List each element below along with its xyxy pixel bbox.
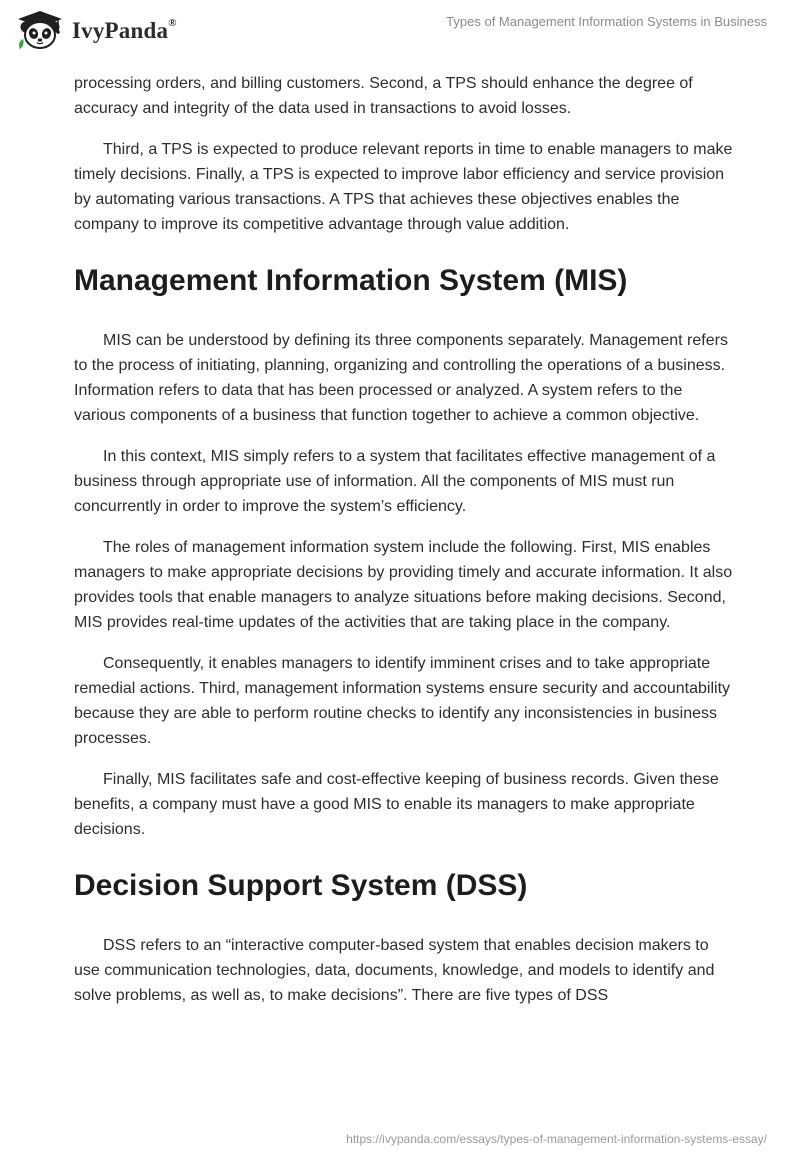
paragraph: Finally, MIS facilitates safe and cost-effective keeping of business records. Given these benefits, a company must have a good MIS to enable its managers to make appropriate decisions. (74, 771, 719, 838)
paragraph: processing orders, and billing customers. Second, a TPS should enhance the degree of accuracy and integrity of the data used in transactions to avoid losses. (74, 75, 693, 117)
paragraph: In this context, MIS simply refers to a system that facilitates effective management of a business through appropriate use of information. All the components of MIS must run concurrently in order to improve the system’s efficiency. (74, 448, 716, 515)
page-header (0, 0, 800, 60)
paragraph: DSS refers to an “interactive computer-based system that enables decision makers to use communication technologies, data, documents, knowledge, and models to identify and solve problems, as well as, to make decisions”. There are five types of DSS (74, 937, 715, 1004)
source-url[interactable]: https://ivypanda.com/essays/types-of-management-information-systems-essay/ (346, 1132, 767, 1146)
essay-body (74, 71, 734, 1024)
logo-text: IvyPanda® (72, 17, 177, 43)
panda-graduate-icon (14, 9, 66, 51)
document-title: Types of Management Information Systems in Business (446, 14, 767, 29)
paragraph: Third, a TPS is expected to produce relevant reports in time to enable managers to make timely decisions. Finally, a TPS is expected to improve labor efficiency and service provision by automating various transactions. A TPS that achieves these objectives enables the company to improve its competitive advantage through value addition. (74, 141, 733, 233)
paragraph: Consequently, it enables managers to identify imminent crises and to take appropriate remedial actions. Third, management information systems ensure security and accountability because they are able to perform routine checks to identify any inconsistencies in business processes. (74, 655, 731, 747)
section-heading-mis: Management Information System (MIS) (74, 264, 628, 297)
paragraph: MIS can be understood by defining its three components separately. Management refers to the process of initiating, planning, organizing and controlling the operations of a business. Information refers to data that has been processed or analyzed. A system refers to the various components of a business that function together to achieve a common objective. (74, 332, 728, 424)
section-heading-dss: Decision Support System (DSS) (74, 869, 528, 902)
paragraph: The roles of management information system include the following. First, MIS enables managers to make appropriate decisions by providing timely and accurate information. It also provides tools that enable managers to analyze situations before making decisions. Second, MIS provides real-time updates of the activities that are taking place in the company. (74, 539, 733, 631)
ivypanda-logo[interactable] (14, 9, 177, 51)
registered-mark: ® (168, 17, 177, 30)
